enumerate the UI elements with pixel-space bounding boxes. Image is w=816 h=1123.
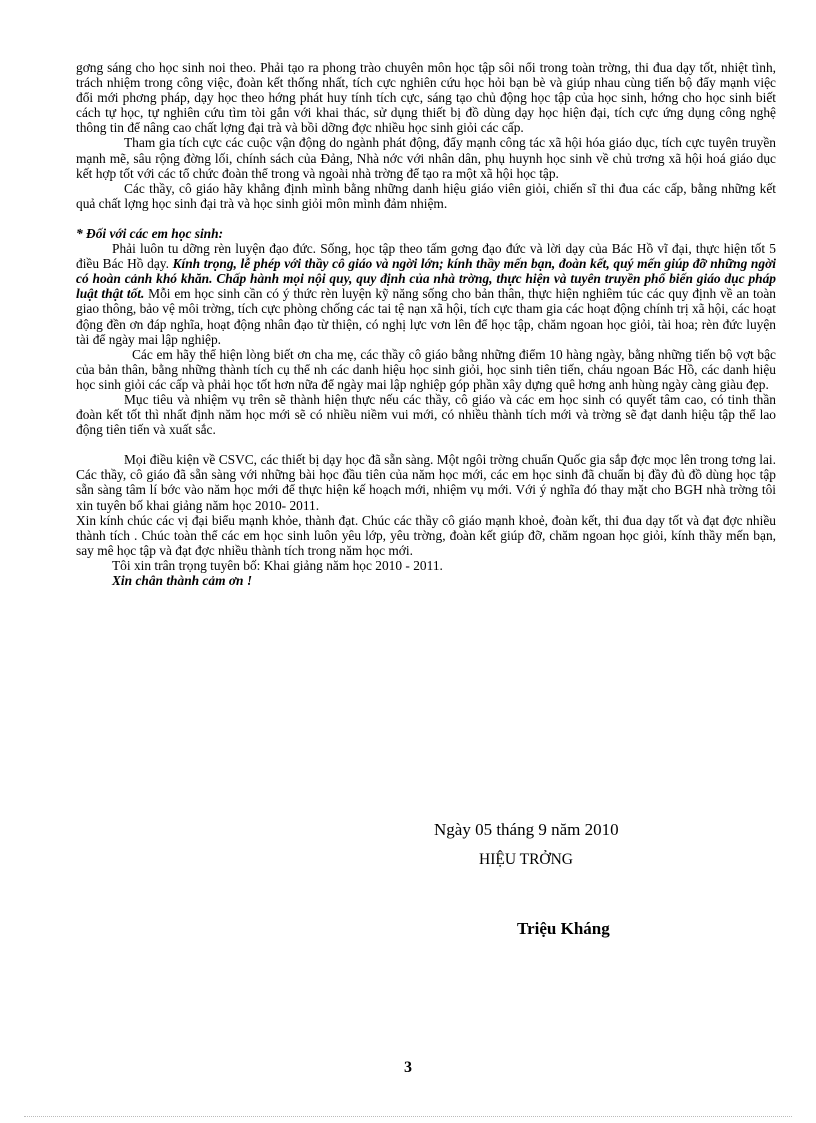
speech-body bbox=[76, 60, 776, 588]
student-ethics-emphasis: Kính trọng, lễ phép với thầy cô giáo và ngời lớn; kính thầy mến bạn, đoàn kết, quý mến giúp đỡ những ngời có hoàn cảnh khó khăn. Chấp hành mọi nội quy, quy định của nhà trờng, thực hiện và tuyên truyền phổ biến giáo dục pháp luật thật tốt. bbox=[76, 256, 776, 302]
signature-date: Ngày 05 tháng 9 năm 2010 bbox=[434, 820, 619, 839]
page-number: 3 bbox=[404, 1059, 412, 1076]
paragraph-student-ethics bbox=[76, 241, 776, 347]
student-ethics-detail: Mỗi em học sinh cần có ý thức rèn luyện kỹ năng sống cho bản thân, thực hiện nghiêm túc các quy định về an toàn giao thông, bảo vệ môi trờng, tích cực phòng chống các tai tệ nạn xã hội, tích cực tham gia các hoạt động chính trị xã hội, các hoạt động đền ơn đáp nghĩa, hoạt động nhân đạo từ thiện, có nghị lực vơn lên để học tập, chăm ngoan học giỏi, tài hoa; rèn đức luyện tài để ngày mai lập nghiệp. bbox=[76, 286, 776, 347]
paragraph-readiness: Mọi điều kiện về CSVC, các thiết bị dạy học đã sẵn sàng. Một ngôi trờng chuẩn Quốc gia sắp đợc mọc lên trong tơng lai. Các thầy, cô giáo đã sẵn sàng với những bài học đầu tiên của năm học mới, các em học sinh đã chuẩn bị đầy đủ đồ dùng học tập sẵn sàng tâm lí bớc vào năm học mới để thực hiện kế hoạch mới, nhiệm vụ mới. Với ý nghĩa đó thay mặt cho BGH nhà trờng tôi xin tuyên bố khai giảng năm học 2010- 2011. bbox=[76, 452, 776, 513]
signer-title: HIỆU TRỞNG bbox=[479, 851, 573, 868]
paragraph-gap bbox=[76, 211, 776, 226]
paragraph-goals: Mục tiêu và nhiệm vụ trên sẽ thành hiện thực nếu các thầy, cô giáo và các em học sinh có quyết tâm cao, có tinh thần đoàn kết tốt thì nhất định năm học mới sẽ có nhiều niềm vui mới, có nhiều thành tích mới và trờng sẽ đạt danh hiệu tập thể lao động tiên tiến và xuất sắc. bbox=[76, 391, 776, 438]
paragraph-gap bbox=[76, 437, 776, 452]
page-bottom-divider bbox=[24, 1116, 792, 1117]
paragraph-campaigns: Tham gia tích cực các cuộc vận động do ngành phát động, đẩy mạnh công tác xã hội hóa giáo dục, tích cực tuyên truyền mạnh mẽ, sâu rộng đờng lối, chính sách của Đảng, Nhà nớc với nhân dân, phụ huynh học sinh về chủ trơng xã hội hoá giáo dục kết hợp tốt với các tổ chức đoàn thể trong và ngoài nhà trờng để tạo ra một xã hội học tập. bbox=[76, 135, 776, 181]
students-heading: * Đối với các em học sinh: bbox=[76, 225, 224, 241]
paragraph-wishes: Xin kính chúc các vị đại biểu mạnh khỏe, thành đạt. Chúc các thầy cô giáo mạnh khoẻ, đoàn kết, thi đua dạy tốt và đạt đợc nhiều thành tích . Chúc toàn thể các em học sinh luôn yêu lớp, yêu trờng, đoàn kết giúp đỡ, chăm ngoan học giỏi, kính thầy mến bạn, say mê học tập và đạt đợc nhiều thành tích trong năm học mới. bbox=[76, 512, 776, 558]
thanks-line: Xin chân thành cảm ơn ! bbox=[112, 573, 253, 588]
paragraph-teacher-titles: Các thầy, cô giáo hãy khẳng định mình bằng những danh hiệu giáo viên giỏi, chiến sĩ thi đua các cấp, bằng những kết quả chất lợng học sinh đại trà và học sinh giỏi môn mình đảm nhiệm. bbox=[76, 180, 776, 211]
signer-name: Triệu Kháng bbox=[517, 919, 610, 938]
paragraph-student-gratitude: Các em hãy thể hiện lòng biết ơn cha mẹ, các thầy cô giáo bằng những điểm 10 hàng ngày, bằng những tiến bộ vợt bậc của bản thân, bằng những thành tích cụ thể nh các danh hiệu học sinh giỏi, học sinh tiên tiến, cháu ngoan Bác Hồ, các danh hiệu học sinh giỏi các cấp và phải học tốt hơn nữa để ngày mai lập nghiệp góp phần xây dựng quê hơng anh hùng ngày càng giàu đẹp. bbox=[76, 346, 776, 392]
paragraph-declaration: Tôi xin trân trọng tuyên bố: Khai giảng năm học 2010 - 2011. bbox=[112, 557, 443, 573]
paragraph-teachers-duties: gơng sáng cho học sinh noi theo. Phải tạo ra phong trào chuyên môn học tập sôi nổi trong toàn trờng, thi đua dạy tốt, nhiệt tình, trách nhiệm trong công việc, đoàn kết thống nhất, tích cực nghiên cứu học hỏi bạn bè và giúp nhau cùng tiến bộ đẩy mạnh việc đổi mới phơng pháp, dạy học theo hớng phát huy tính tích cực, sáng tạo chủ động học tập của học sinh, hớng cho học sinh biết cách tự học, tự nghiên cứu tìm tòi gắn với khai thác, sử dụng thiết bị đồ dùng dạy học hiện đại, tích cực ứng dụng công nghệ thông tin để nâng cao chất lợng đại trà và bồi dỡng đợc nhiều học sinh giỏi các cấp. bbox=[76, 60, 776, 136]
student-ethics-intro: Phải luôn tu dỡng rèn luyện đạo đức. Sống, học tập theo tấm gơng đạo đức và lời dạy của Bác Hồ vĩ đại, thực hiện tốt 5 điều Bác Hồ dạy. bbox=[76, 241, 776, 272]
